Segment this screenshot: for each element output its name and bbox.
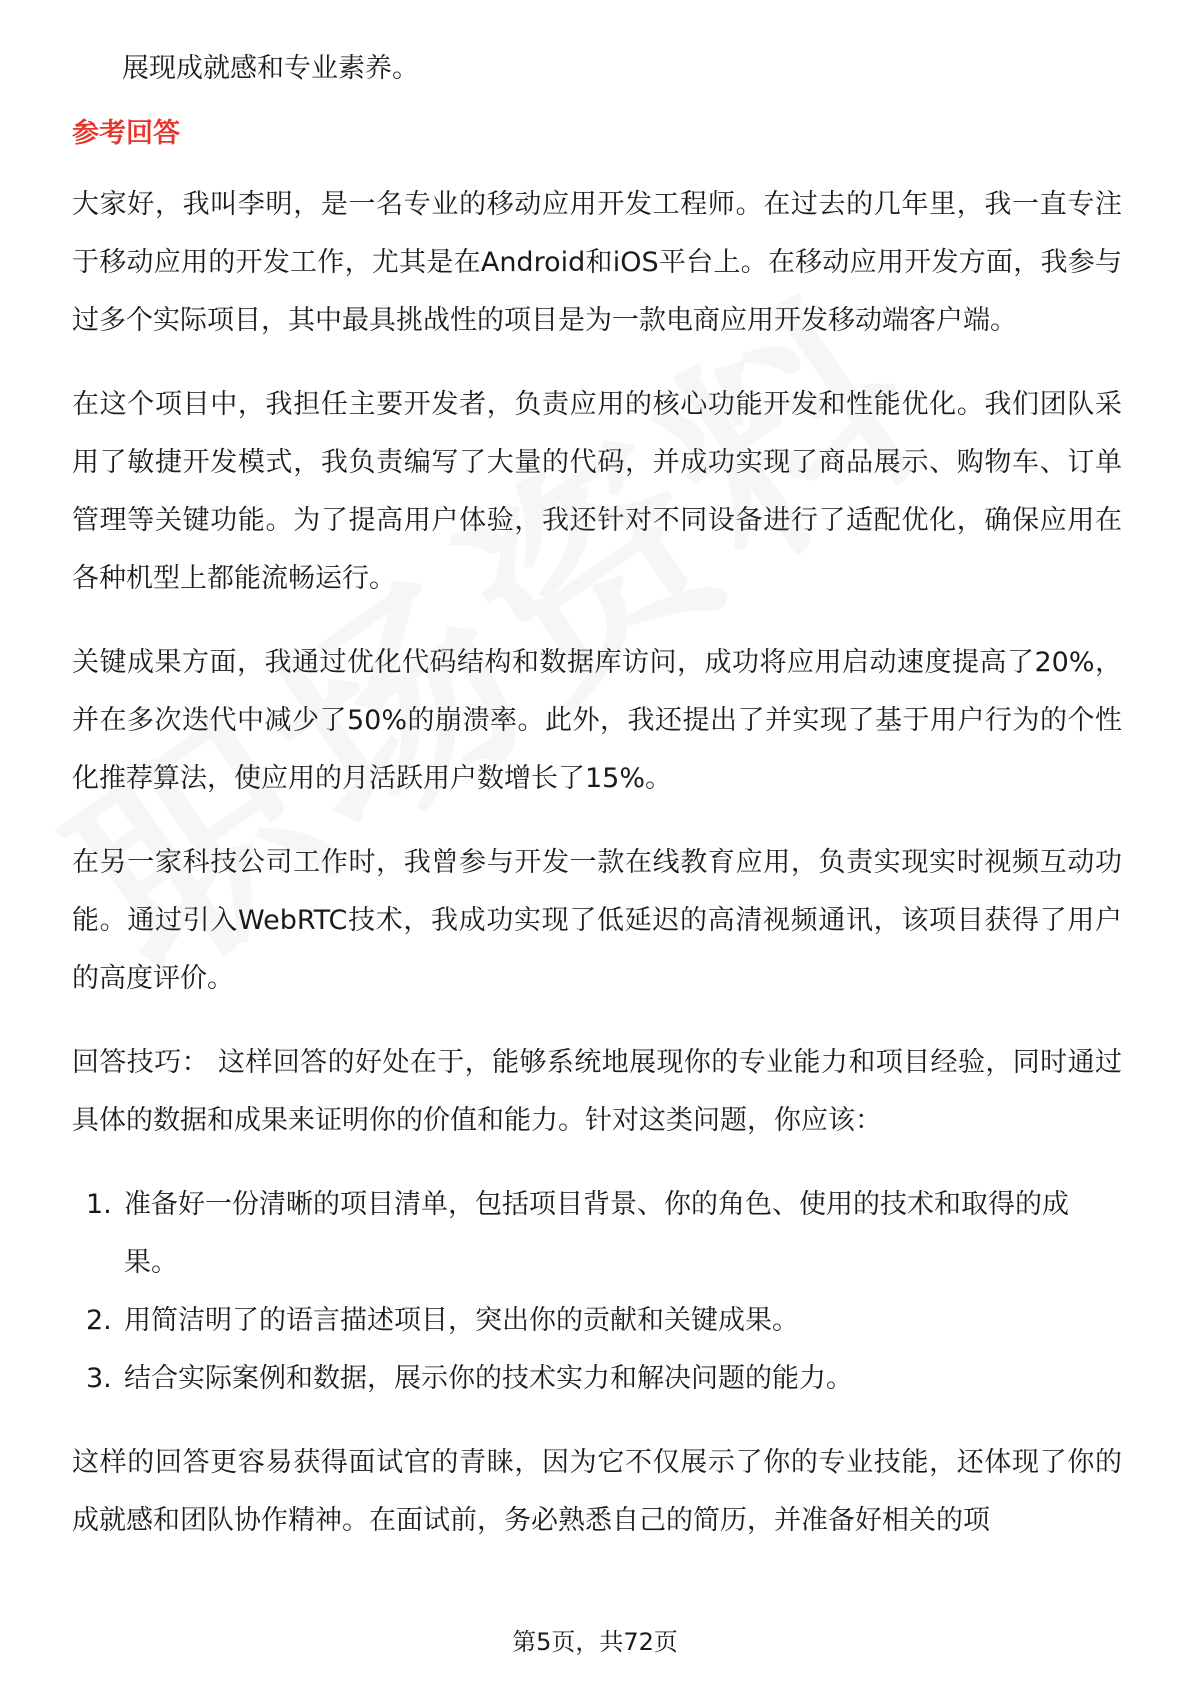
list-number: 1. (86, 1189, 112, 1220)
list-number: 2. (86, 1305, 112, 1336)
paragraph-closing: 这样的回答更容易获得面试官的青睐，因为它不仅展示了你的专业技能，还体现了你的成就感和团队协作精神。在面试前，务必熟悉自己的简历，并准备好相关的项 (72, 1447, 1122, 1536)
list-number: 3. (86, 1363, 112, 1394)
paragraph-results: 关键成果方面，我通过优化代码结构和数据库访问，成功将应用启动速度提高了20%，并在多次迭代中减少了50%的崩溃率。此外，我还提出了并实现了基于用户行为的个性化推荐算法，使应用的月活跃用户数增长了15%。 (72, 647, 1122, 794)
list-item (72, 1350, 1122, 1408)
page-content (72, 40, 1122, 1576)
paragraph-other-company: 在另一家科技公司工作时，我曾参与开发一款在线教育应用，负责实现实时视频互动功能。通过引入WebRTC技术，我成功实现了低延迟的高清视频通讯，该项目获得了用户的高度评价。 (72, 847, 1122, 994)
paragraph-intro: 大家好，我叫李明，是一名专业的移动应用开发工程师。在过去的几年里，我一直专注于移动应用的开发工作，尤其是在Android和iOS平台上。在移动应用开发方面，我参与过多个实际项目，其中最具挑战性的项目是为一款电商应用开发移动端客户端。 (72, 189, 1122, 336)
paragraph-project: 在这个项目中，我担任主要开发者，负责应用的核心功能开发和性能优化。我们团队采用了敏捷开发模式，我负责编写了大量的代码，并成功实现了商品展示、购物车、订单管理等关键功能。为了提高用户体验，我还针对不同设备进行了适配优化，确保应用在各种机型上都能流畅运行。 (72, 389, 1122, 594)
tips-list (72, 1176, 1122, 1408)
list-item-text: 结合实际案例和数据，展示你的技术实力和解决问题的能力。 (124, 1363, 853, 1394)
list-item (72, 1176, 1122, 1292)
continued-text: 展现成就感和专业素养。 (122, 53, 419, 84)
list-item-text: 用简洁明了的语言描述项目，突出你的贡献和关键成果。 (124, 1305, 799, 1336)
paragraph-tips: 回答技巧： 这样回答的好处在于，能够系统地展现你的专业能力和项目经验，同时通过具体的数据和成果来证明你的价值和能力。针对这类问题，你应该： (72, 1047, 1122, 1136)
page-footer: 第5页，共72页 (512, 1628, 678, 1656)
section-heading: 参考回答 (72, 118, 180, 149)
list-item (72, 1292, 1122, 1350)
list-item-text: 准备好一份清晰的项目清单，包括项目背景、你的角色、使用的技术和取得的成果。 (124, 1189, 1069, 1278)
